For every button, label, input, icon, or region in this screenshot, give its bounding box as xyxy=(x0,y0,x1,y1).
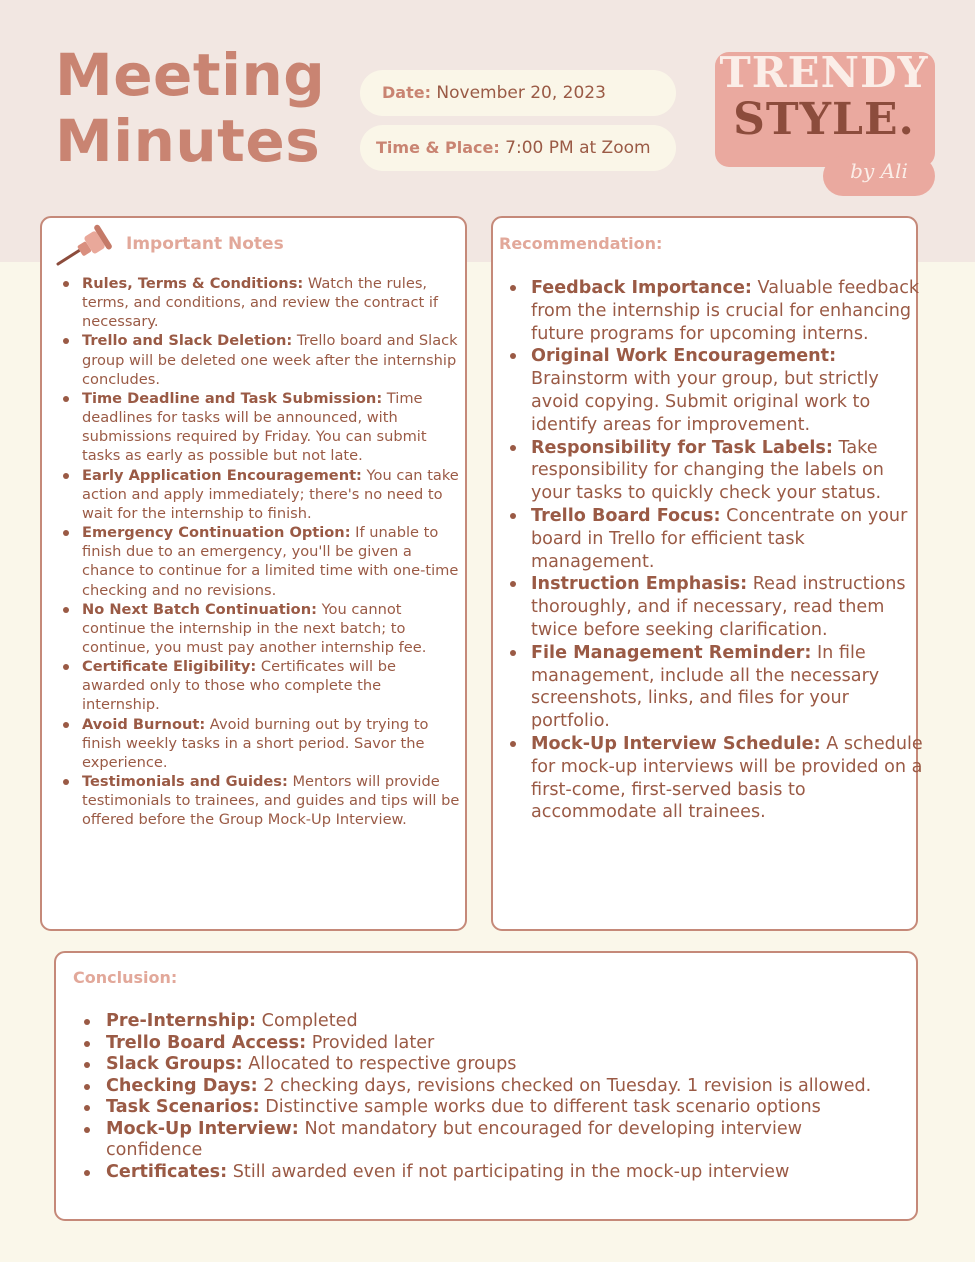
item-text: Valuable feedback from the internship is crucial for enhancing future programs for upcoming interns. xyxy=(531,278,920,344)
item-text: Trello board and Slack group will be deleted one week after the internship concludes. xyxy=(82,332,458,388)
item-term: File Management Reminder: xyxy=(531,642,812,663)
list-item xyxy=(82,274,462,331)
item-text: You can take action and apply immediately; there's no need to wait for the internship to finish. xyxy=(82,466,459,522)
item-term: Mock-Up Interview Schedule: xyxy=(531,733,821,754)
item-term: Original Work Encouragement: xyxy=(531,346,837,367)
item-text: Concentrate on your board in Trello for efficient task management. xyxy=(531,505,908,572)
important-notes-list xyxy=(82,274,462,830)
time-place-pill xyxy=(360,125,676,171)
item-text: Mentors will provide testimonials to trainees, and guides and tips will be offered before the Group Mock-Up Interview. xyxy=(82,773,460,829)
list-item xyxy=(82,657,462,714)
item-term: Feedback Importance: xyxy=(531,278,752,298)
list-item xyxy=(531,277,923,345)
list-item xyxy=(106,1033,896,1055)
list-item xyxy=(531,642,923,733)
item-term: Mock-Up Interview: xyxy=(106,1118,299,1139)
item-text: Time deadlines for tasks will be announced, with submissions required by Friday. You can submit tasks as early as possible but not late. xyxy=(82,389,427,465)
conclusion-list xyxy=(106,1011,896,1183)
item-text: If unable to finish due to an emergency, you'll be given a chance to continue for a limited time with one-time checking and no revisions. xyxy=(82,524,459,599)
item-term: Avoid Burnout: xyxy=(82,715,206,733)
date-value: November 20, 2023 xyxy=(436,83,606,103)
item-text: Watch the rules, terms, and conditions, and review the contract if necessary. xyxy=(82,275,439,331)
conclusion-title: Conclusion: xyxy=(73,968,178,987)
page-title xyxy=(55,42,325,174)
list-item xyxy=(531,437,923,505)
recommendation-title: Recommendation: xyxy=(499,234,663,253)
list-item xyxy=(82,331,462,388)
list-item xyxy=(531,573,923,641)
logo-signature: by Ali xyxy=(850,159,908,183)
item-term: Certificate Eligibility: xyxy=(82,658,257,676)
item-text: Certificates will be awarded only to those who complete the internship. xyxy=(82,658,396,714)
item-term: Responsibility for Task Labels: xyxy=(531,437,833,458)
time-place-value: 7:00 PM at Zoom xyxy=(505,138,651,158)
item-term: Early Application Encouragement: xyxy=(82,466,362,484)
item-text: Take responsibility for changing the labels on your tasks to quickly check your status. xyxy=(531,437,884,504)
logo-line-2: STYLE. xyxy=(733,94,915,145)
time-place-label: Time & Place: xyxy=(376,138,500,157)
list-item xyxy=(106,1162,896,1184)
recommendation-list xyxy=(531,277,923,824)
logo-line-1: TRENDY xyxy=(719,48,929,97)
item-text: Completed xyxy=(256,1011,358,1031)
list-item xyxy=(106,1011,896,1033)
list-item xyxy=(106,1054,896,1076)
list-item xyxy=(82,715,462,772)
list-item xyxy=(531,733,923,824)
item-text: Read instructions thoroughly, and if necessary, read them twice before seeking clarification. xyxy=(531,574,906,640)
item-term: Trello Board Focus: xyxy=(531,505,721,526)
important-notes-title: Important Notes xyxy=(126,234,284,254)
item-term: Time Deadline and Task Submission: xyxy=(82,389,383,407)
item-text: Still awarded even if not participating in the mock-up interview xyxy=(227,1161,790,1182)
list-item xyxy=(82,600,462,657)
item-text: Provided later xyxy=(306,1032,435,1053)
list-item xyxy=(106,1097,896,1119)
item-text: Brainstorm with your group, but strictly avoid copying. Submit original work to identify areas for improvement. xyxy=(531,369,879,435)
brand-logo xyxy=(705,42,943,202)
item-text: Not mandatory but encouraged for developing interview confidence xyxy=(106,1118,803,1160)
item-term: Certificates: xyxy=(106,1161,228,1182)
list-item xyxy=(106,1076,896,1098)
item-term: Trello and Slack Deletion: xyxy=(82,332,293,350)
list-item xyxy=(82,523,462,600)
list-item xyxy=(531,345,923,436)
item-text: In file management, include all the necessary screenshots, links, and files for your portfolio. xyxy=(531,642,880,732)
title-line-1: Meeting xyxy=(55,41,326,109)
list-item xyxy=(82,772,462,829)
item-term: Testimonials and Guides: xyxy=(82,773,288,791)
item-text: Allocated to respective groups xyxy=(242,1054,517,1074)
recommendation-card xyxy=(491,216,923,931)
date-label: Date: xyxy=(382,83,431,102)
item-term: Trello Board Access: xyxy=(106,1032,307,1053)
item-text: A schedule for mock-up interviews will be provided on a first-come, first-served basis to accommodate all trainees. xyxy=(531,733,923,823)
list-item xyxy=(82,466,462,523)
item-term: No Next Batch Continuation: xyxy=(82,600,317,618)
item-term: Slack Groups: xyxy=(106,1054,243,1074)
important-notes-card xyxy=(40,216,467,931)
item-term: Checking Days: xyxy=(106,1075,258,1096)
item-text: Avoid burning out by trying to finish weekly tasks in a short period. Savor the experience. xyxy=(82,715,429,771)
item-term: Task Scenarios: xyxy=(106,1097,260,1117)
conclusion-card xyxy=(54,951,918,1221)
list-item xyxy=(106,1119,896,1162)
item-term: Emergency Continuation Option: xyxy=(82,524,351,542)
item-text: You cannot continue the internship in the next batch; to continue, you must pay another internship fee. xyxy=(82,600,427,656)
pushpin-icon xyxy=(54,224,116,268)
item-term: Rules, Terms & Conditions: xyxy=(82,275,304,292)
item-text: 2 checking days, revisions checked on Tuesday. 1 revision is allowed. xyxy=(257,1075,872,1096)
item-term: Pre-Internship: xyxy=(106,1011,257,1031)
item-text: Distinctive sample works due to different task scenario options xyxy=(259,1097,821,1117)
item-term: Instruction Emphasis: xyxy=(531,574,748,595)
list-item xyxy=(82,389,462,466)
title-line-2: Minutes xyxy=(55,107,321,175)
date-pill xyxy=(360,70,676,116)
list-item xyxy=(531,505,923,573)
